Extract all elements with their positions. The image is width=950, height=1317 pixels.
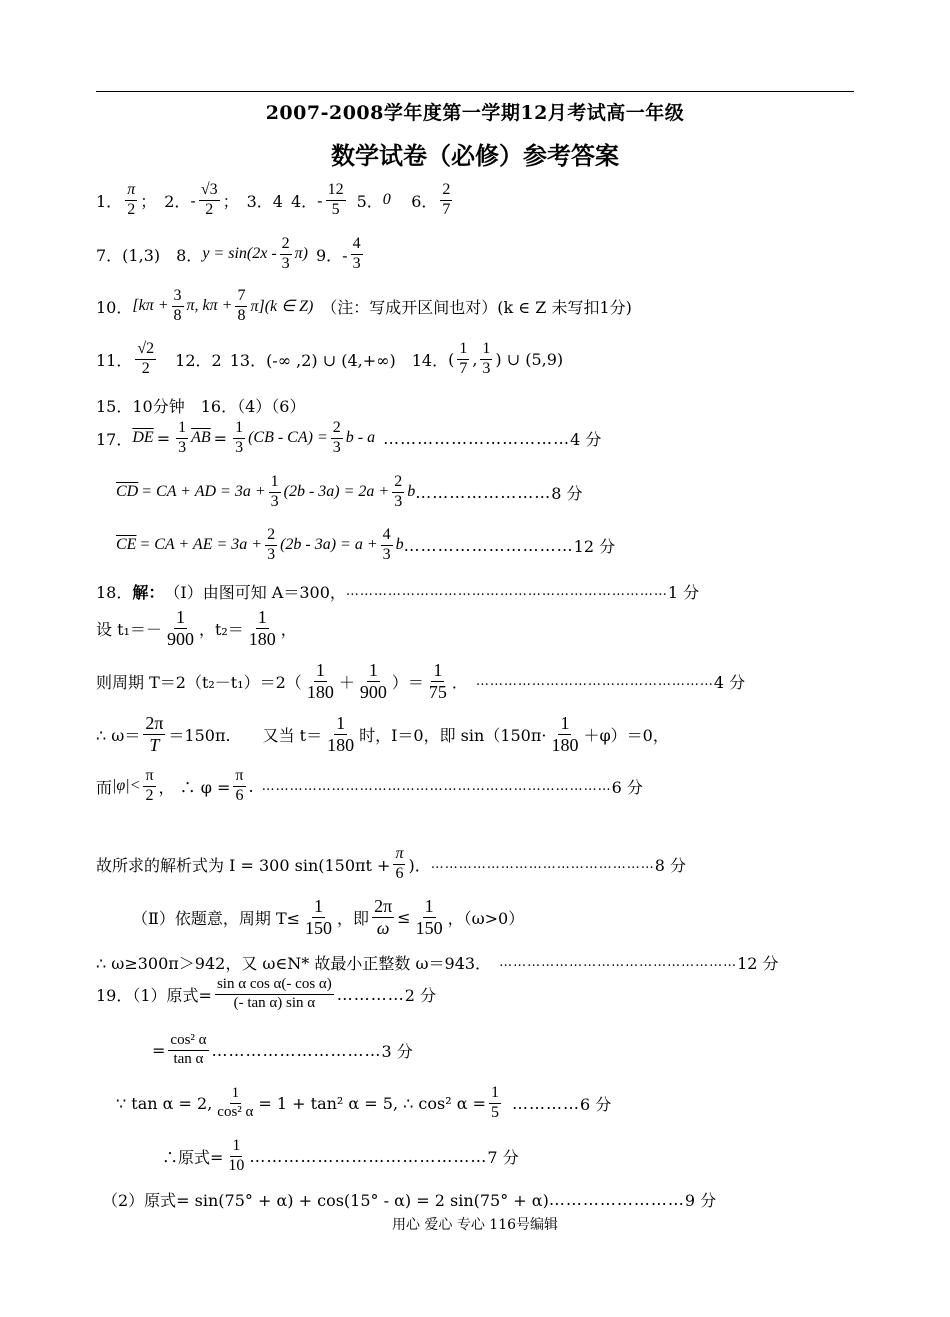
fraction: $\frac{1}{180}$: [248, 607, 276, 649]
score: 1 分: [667, 583, 700, 602]
fraction: $\frac{1}{900}$: [359, 660, 387, 702]
fraction: $\frac{1}{900}$: [166, 607, 194, 649]
fraction: $\frac{√3}{2}$: [200, 181, 218, 218]
fraction: $\frac{1}{180}$: [551, 713, 579, 755]
fraction: $\frac{1}{3}$: [235, 419, 244, 456]
fraction: $\frac{\text{sin α cos α(- cos α)}}{\text{(- tan α) sin α}}$: [216, 976, 332, 1011]
fraction: $\frac{\pi}{6}$: [395, 845, 404, 882]
q18-row-8: ∴ ω≥300π＞942，又 ω∈N* 故最小正整数 ω＝943． …………………………………………… 12 分: [96, 951, 779, 974]
fraction: $\frac{1}{3}$: [178, 419, 187, 456]
score: 9 分: [684, 1191, 717, 1210]
score: 4 分: [713, 672, 746, 692]
fraction: $\frac{1}{180}$: [306, 660, 334, 702]
score: 8 分: [551, 483, 583, 503]
fraction: $\frac{2\pi}{\omega}$: [374, 896, 393, 938]
fraction: $\frac{1}{3}$: [270, 473, 279, 510]
q18-row-1: 18． 解： （Ⅰ）由图可知 A＝300， …………………………………………………………… 1 分: [96, 580, 699, 603]
fraction: $\frac{2}{3}$: [394, 473, 403, 510]
fraction: $\frac{4}{3}$: [382, 526, 391, 563]
fraction: $\frac{\pi}{2}$: [127, 181, 136, 218]
q18-row-6: 故所求的解析式为 I = 300 sin(150πt + $\frac{\pi}{6}$ )． ………………………………………… 8 分: [96, 845, 687, 882]
q19-row-2: = $\frac{\text{cos² α}}{\text{tan α}}$ ………………………… 3 分: [152, 1032, 413, 1067]
fraction: $\frac{2}{3}$: [281, 235, 290, 272]
fraction: $\frac{\pi}{2}$: [145, 767, 154, 804]
fraction: $\frac{2}{3}$: [267, 526, 276, 563]
score: 4 分: [570, 429, 602, 449]
fraction: $\frac{4}{3}$: [352, 235, 361, 272]
score: 7 分: [487, 1147, 519, 1167]
q19-row-4: ∴原式= $\frac{1}{10}$ …………………………………… 7 分: [162, 1137, 519, 1174]
score: 2 分: [404, 985, 437, 1005]
fraction: $\frac{1}{5}$: [491, 1084, 500, 1121]
q18-row-3: 则周期 T＝2（t₂－t₁）＝2（ $\frac{1}{180}$ ＋ $\frac{1}{900}$ ）＝ $\frac{1}{75}$ ． …………………………………………… 4 分: [96, 660, 746, 702]
q19-row-1: 19．（1）原式= $\frac{\text{sin α cos α(- cos α)}}{\text{(- tan α) sin α}}$ ………… 2 分: [96, 976, 437, 1011]
answer-key-title: 数学试卷（必修）参考答案: [331, 141, 619, 170]
q17-row-1: 17． $\overline{DE}$ = $\frac{1}{3}$ $\overline{AB}$ = $\frac{1}{3}$ (CB - CA) = $\frac{2}{3}$ b - a …………………………… 4 分: [96, 419, 602, 456]
fraction: $\frac{1}{\text{cos² α}}$: [217, 1085, 254, 1120]
fraction: $\frac{2\pi}{T}$: [145, 713, 164, 755]
q17-row-3: $\overline{CE}$ = CA + AE = 3a + $\frac{2}{3}$ (2b - 3a) = a + $\frac{4}{3}$ b ………………………… 12 分: [116, 526, 616, 563]
fraction: $\frac{1}{150}$: [415, 896, 443, 938]
fraction: $\frac{1}{180}$: [327, 713, 355, 755]
fraction: $\frac{√2}{2}$: [137, 340, 155, 377]
q18-row-2: 设 t₁＝－ $\frac{1}{900}$ ，t₂＝ $\frac{1}{180}$ ，: [96, 607, 297, 649]
fraction: $\frac{1}{10}$: [228, 1137, 245, 1174]
fraction: $\frac{\pi}{6}$: [235, 767, 244, 804]
q19-row-3: ∵ tan α = 2, $\frac{1}{\text{cos² α}}$ = 1 + tan² α = 5, ∴ cos² α = $\frac{1}{5}$ ………… 6 分: [116, 1084, 612, 1121]
q18-row-5: 而 |φ|< $\frac{\pi}{2}$ ， ∴ φ = $\frac{\pi}{6}$ . ………………………………………………………………… 6 分: [96, 767, 643, 804]
score: 12 分: [573, 536, 616, 556]
score: 8 分: [654, 855, 687, 875]
answer-10: 10． [kπ + $\frac{3}{8}$ π, kπ + $\frac{7}{8}$ π](k ∈ Z) （注：写成开区间也对）(k ∈ Z 未写扣1分): [96, 287, 632, 324]
fraction: $\frac{\text{cos² α}}{\text{tan α}}$: [170, 1032, 207, 1067]
fraction: $\frac{12}{5}$: [327, 181, 344, 218]
answers-7-9: 7．(1,3) 8． y = sin(2x - $\frac{2}{3}$ π) 9．- $\frac{4}{3}$: [96, 235, 361, 272]
fraction: $\frac{1}{150}$: [305, 896, 333, 938]
fraction: $\frac{2}{7}$: [442, 181, 451, 218]
header-rule: [96, 91, 854, 92]
q17-row-2: $\overline{CD}$ = CA + AD = 3a + $\frac{1}{3}$ (2b - 3a) = 2a + $\frac{2}{3}$ b …………………… 8 分: [116, 473, 583, 510]
exam-title: 2007-2008学年度第一学期12月考试高一年级: [265, 102, 685, 124]
score: 6 分: [580, 1094, 612, 1114]
fraction: $\frac{1}{7}$: [459, 340, 468, 377]
q19-row-5: （2）原式= sin(75° + α) + cos(15° - α) = 2 sin(75° + α) …………………… 9 分: [102, 1190, 717, 1210]
score: 6 分: [611, 777, 643, 797]
score: 3 分: [381, 1041, 413, 1061]
answers-15-16: 15．10分钟 16．（4）（6）: [96, 397, 306, 416]
fraction: $\frac{1}{75}$: [428, 660, 447, 702]
answers-1-6: 1． $\frac{\pi}{2}$ ； 2． - $\frac{√3}{2}$ ； 3．4 4． - $\frac{12}{5}$ 5． 0⃗ 6． $\frac{2}{7}$: [96, 181, 451, 218]
q18-row-4: ∴ ω＝ $\frac{2\pi}{T}$ ＝150π. 又当 t＝ $\frac{1}{180}$ 时，I＝0，即 sin（150π· $\frac{1}{180}$ ＋φ）＝0，: [96, 713, 669, 755]
answers-11-14: 11． $\frac{√2}{2}$ 12．2 13．(-∞ ,2) ∪ (4,+∞) 14． ( $\frac{1}{7}$ , $\frac{1}{3}$ ) ∪ (5,9): [96, 340, 564, 377]
score: 12 分: [737, 954, 779, 973]
page-footer: 用心 爱心 专心 116号编辑: [391, 1217, 559, 1233]
q18-row-7: （Ⅱ）依题意，周期 T≤ $\frac{1}{150}$ ，即 $\frac{2\pi}{\omega}$ ≤ $\frac{1}{150}$ ，（ω>0）: [132, 896, 525, 938]
fraction: $\frac{1}{3}$: [482, 340, 491, 377]
fraction: $\frac{7}{8}$: [237, 287, 246, 324]
fraction: $\frac{2}{3}$: [332, 419, 341, 456]
fraction: $\frac{3}{8}$: [173, 287, 182, 324]
